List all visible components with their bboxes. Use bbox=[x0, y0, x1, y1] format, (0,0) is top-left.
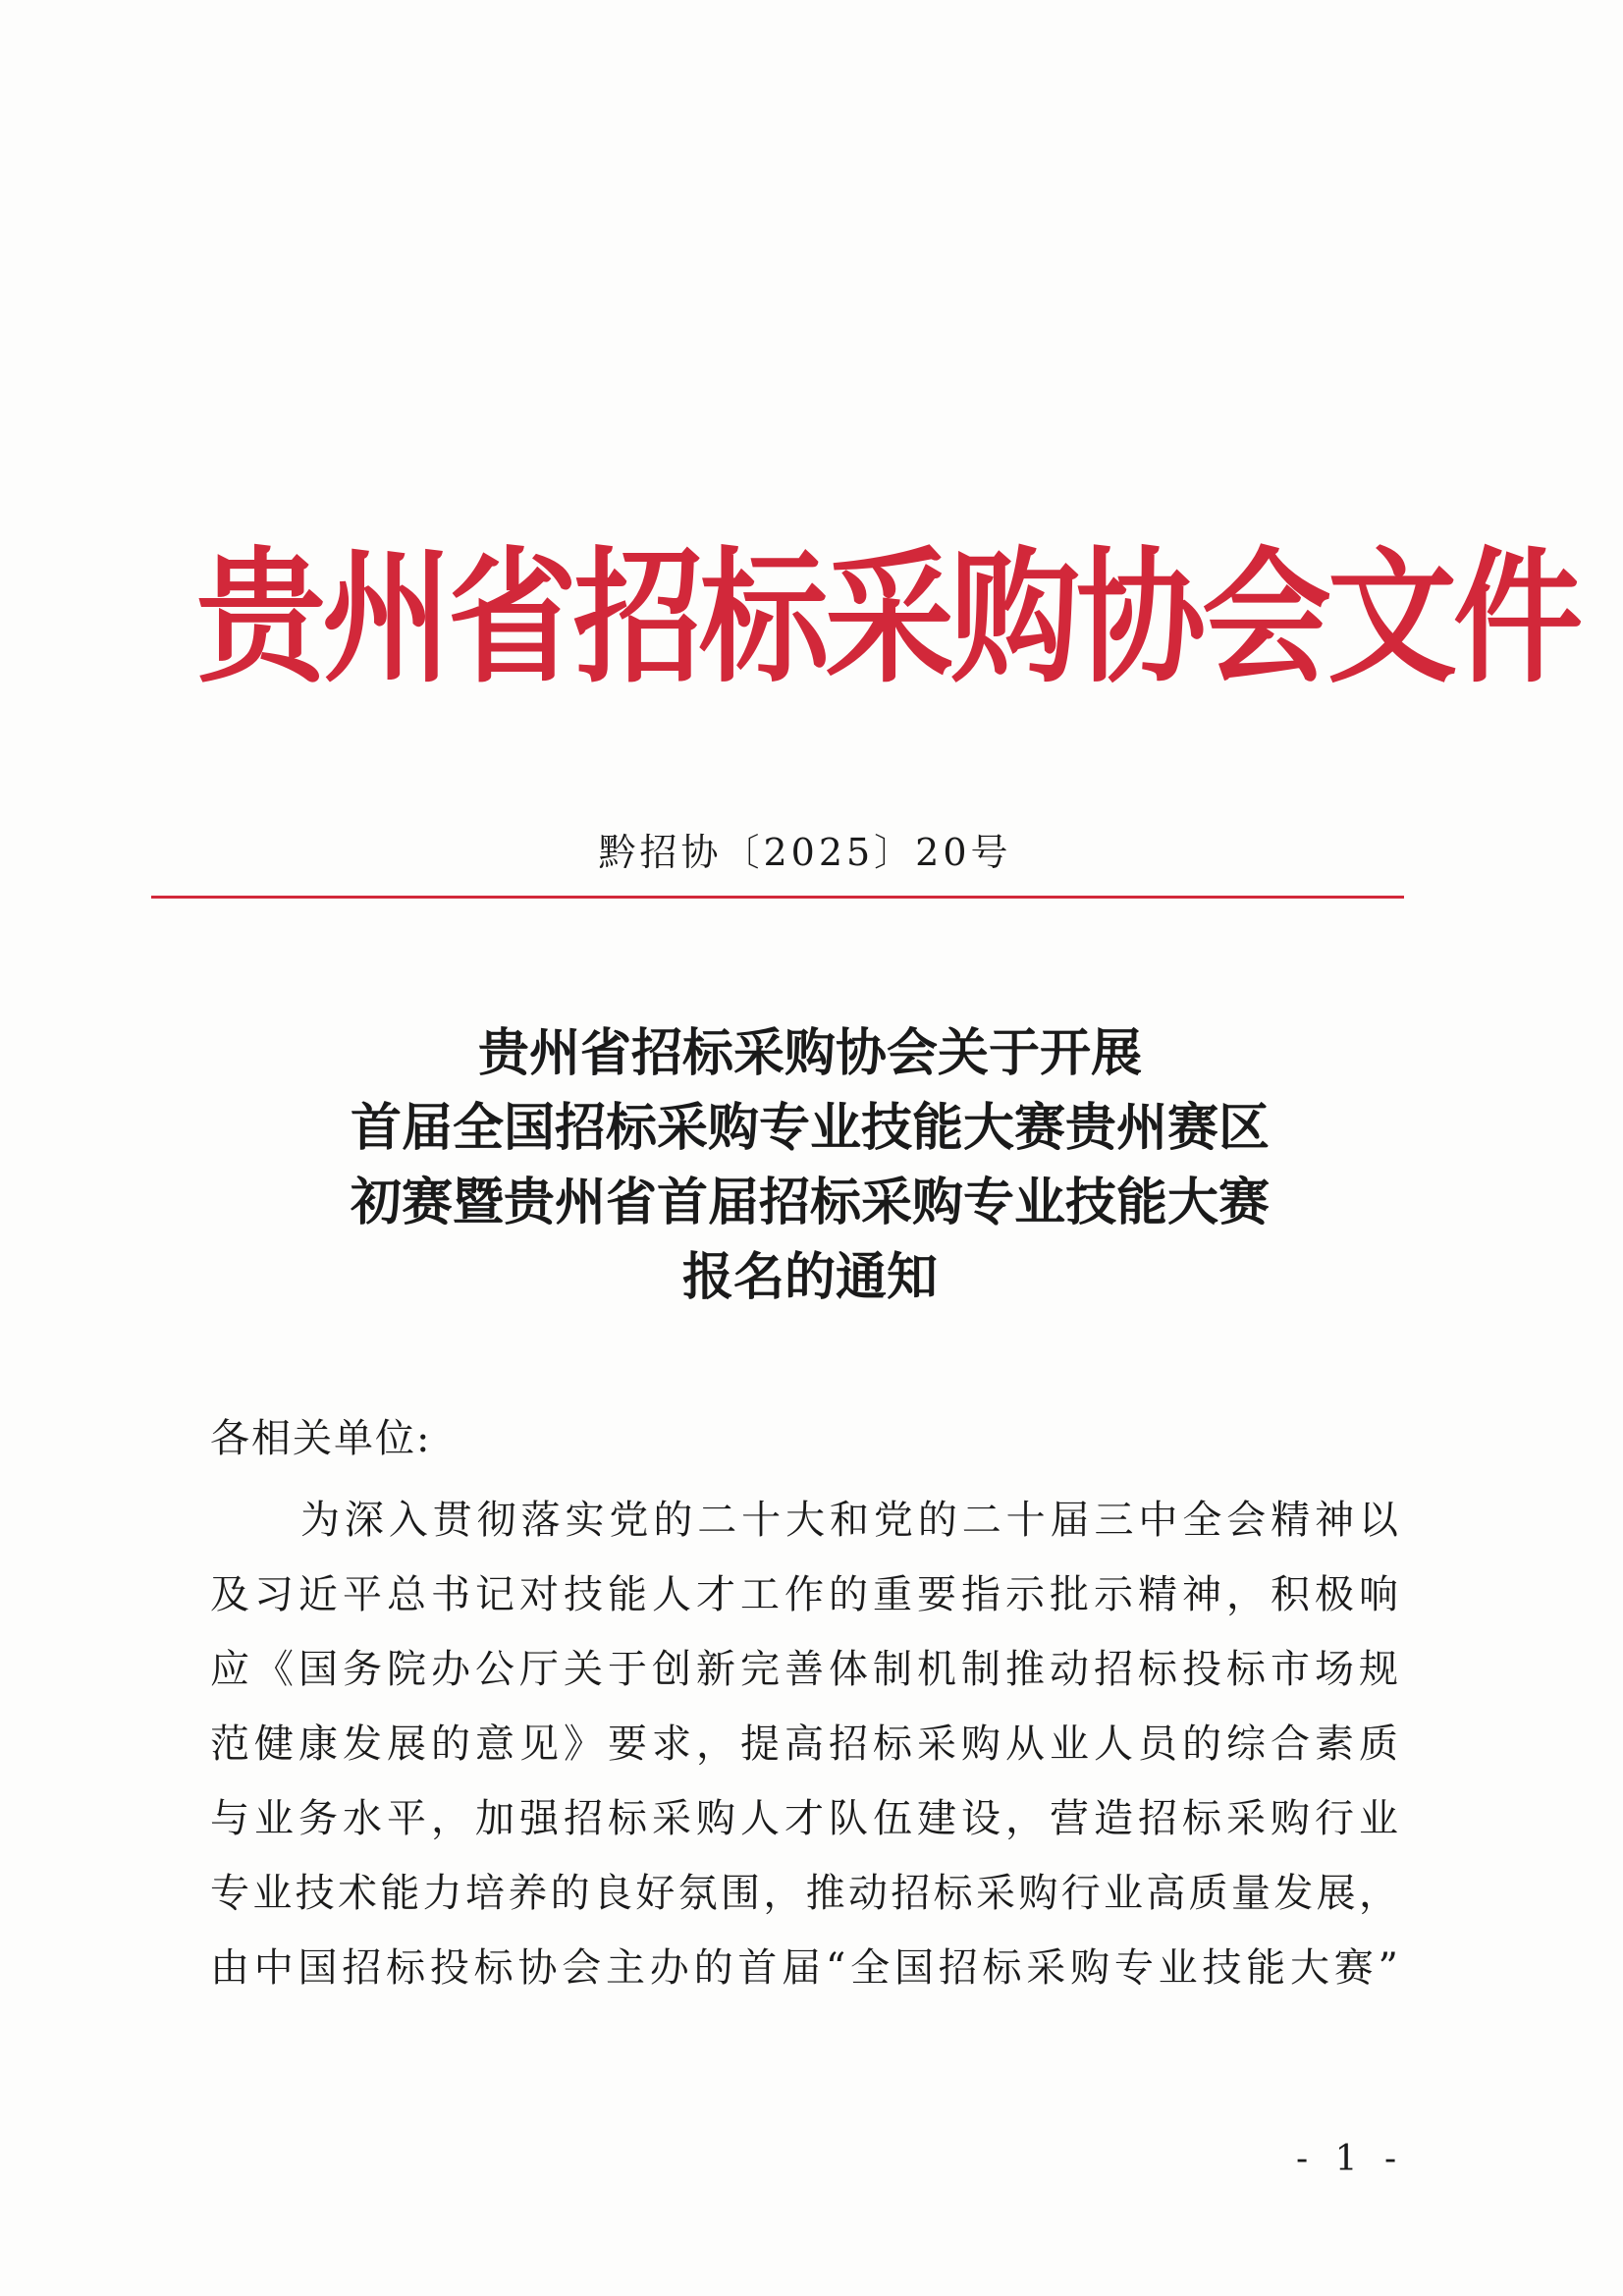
body-line: 应《国务院办公厅关于创新完善体制机制推动招标投标市场规 bbox=[210, 1647, 1398, 1692]
body-line: 为深入贯彻落实党的二十大和党的二十届三中全会精神以 bbox=[300, 1498, 1398, 1543]
red-divider-line bbox=[151, 896, 1404, 899]
notice-title-line: 初赛暨贵州省首届招标采购专业技能大赛 bbox=[350, 1173, 1270, 1232]
issuer-header-title: 贵州省招标采购协会文件 bbox=[196, 533, 1579, 704]
body-paragraph bbox=[210, 1483, 1398, 2005]
notice-title-line: 首届全国招标采购专业技能大赛贵州赛区 bbox=[350, 1098, 1270, 1158]
notice-title-line: 报名的通知 bbox=[681, 1247, 938, 1307]
body-line: 与业务水平，加强招标采购人才队伍建设，营造招标采购行业 bbox=[210, 1796, 1398, 1841]
body-line: 及习近平总书记对技能人才工作的重要指示批示精神，积极响 bbox=[210, 1572, 1398, 1617]
notice-title bbox=[196, 1016, 1424, 1315]
notice-title-line: 贵州省招标采购协会关于开展 bbox=[477, 1023, 1142, 1083]
body-line: 由中国招标投标协会主办的首届“全国招标采购专业技能大赛” bbox=[210, 1945, 1398, 1991]
page-number: - 1 - bbox=[1296, 2139, 1405, 2179]
body-line: 专业技术能力培养的良好氛围，推动招标采购行业高质量发展， bbox=[210, 1871, 1398, 1916]
document-number: 黔招协〔2025〕20号 bbox=[598, 831, 1012, 874]
salutation: 各相关单位: bbox=[210, 1416, 432, 1461]
body-line: 范健康发展的意见》要求，提高招标采购从业人员的综合素质 bbox=[210, 1722, 1398, 1767]
